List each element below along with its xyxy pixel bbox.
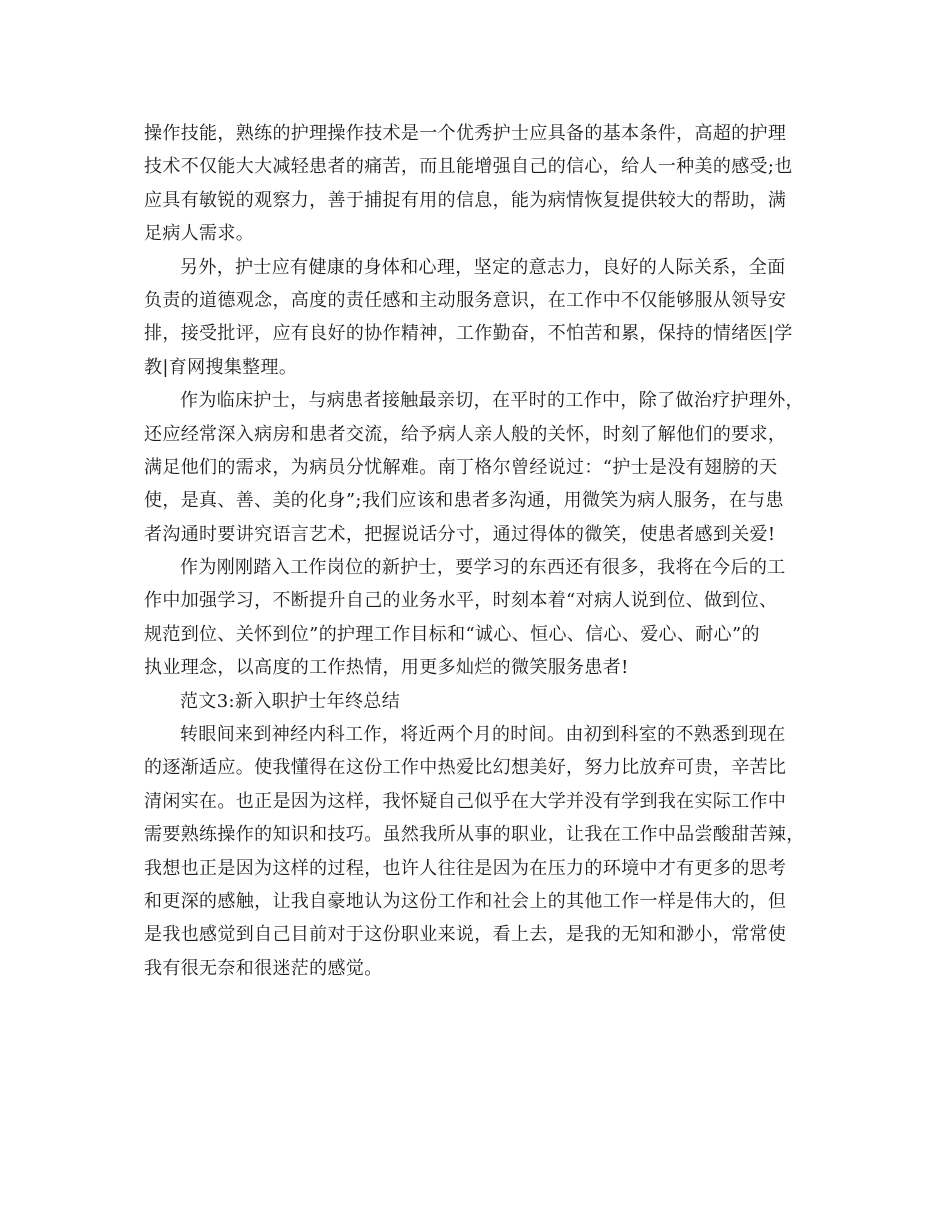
- text-line: 我想也正是因为这样的过程，也许人往往是因为在压力的环境中才有更多的思考: [144, 857, 787, 879]
- text-line: 排，接受批评，应有良好的协作精神，工作勤奋，不怕苦和累，保持的情绪医|学: [144, 323, 793, 345]
- text-line: 执业理念，以高度的工作热情，用更多灿烂的微笑服务患者!: [144, 657, 629, 679]
- text-line: 还应经常深入病房和患者交流，给予病人亲人般的关怀，时刻了解他们的要求，: [144, 423, 787, 445]
- paragraph-first-line: 另外，护士应有健康的身体和心理，坚定的意志力，良好的人际关系，全面: [180, 256, 786, 278]
- paragraph-first-line: 作为临床护士，与病患者接触最亲切，在平时的工作中，除了做治疗护理外，: [180, 390, 804, 412]
- text-line: 和更深的感触，让我自豪地认为这份工作和社会上的其他工作一样是伟大的，但: [144, 890, 787, 912]
- text-line: 教|育网搜集整理。: [144, 356, 298, 378]
- text-line: 操作技能，熟练的护理操作技术是一个优秀护士应具备的基本条件，高超的护理: [144, 123, 787, 144]
- text-line: 者沟通时要讲究语言艺术，把握说话分寸，通过得体的微笑，使患者感到关爱!: [144, 523, 776, 545]
- paragraph-first-line: 转眼间来到神经内科工作，将近两个月的时间。由初到科室的不熟悉到现在: [180, 724, 786, 746]
- text-line: 清闲实在。也正是因为这样，我怀疑自己似乎在大学并没有学到我在实际工作中: [144, 790, 787, 812]
- document-body: [144, 117, 814, 985]
- text-line: 需要熟练操作的知识和技巧。虽然我所从事的职业，让我在工作中品尝酸甜苦辣，: [144, 824, 805, 846]
- text-line: 规范到位、关怀到位”的护理工作目标和“诚心、恒心、信心、爱心、耐心”的: [144, 623, 760, 645]
- text-line: 的逐渐适应。使我懂得在这份工作中热爱比幻想美好，努力比放弃可贵，辛苦比: [144, 757, 787, 779]
- text-line: 我有很无奈和很迷茫的感觉。: [144, 957, 383, 979]
- section-heading: 范文3:新入职护士年终总结: [180, 690, 401, 712]
- text-line: 是我也感觉到自己目前对于这份职业来说，看上去，是我的无知和渺小，常常使: [144, 924, 787, 946]
- text-line: 作中加强学习，不断提升自己的业务水平，时刻本着“对病人说到位、做到位、: [144, 590, 778, 612]
- text-line: 使，是真、善、美的化身”;我们应该和患者多沟通，用微笑为病人服务，在与患: [144, 490, 784, 512]
- text-line: 技术不仅能大大减轻患者的痛苦，而且能增强自己的信心，给人一种美的感受;也: [144, 156, 793, 178]
- text-line: 负责的道德观念，高度的责任感和主动服务意识，在工作中不仅能够服从领导安: [144, 289, 787, 311]
- text-line: 足病人需求。: [144, 223, 255, 245]
- paragraph-first-line: 作为刚刚踏入工作岗位的新护士，要学习的东西还有很多，我将在今后的工: [180, 557, 786, 579]
- text-line: 应具有敏锐的观察力，善于捕捉有用的信息，能为病情恢复提供较大的帮助，满: [144, 189, 787, 211]
- text-line: 满足他们的需求，为病员分忧解难。南丁格尔曾经说过：“护士是没有翅膀的天: [144, 456, 778, 478]
